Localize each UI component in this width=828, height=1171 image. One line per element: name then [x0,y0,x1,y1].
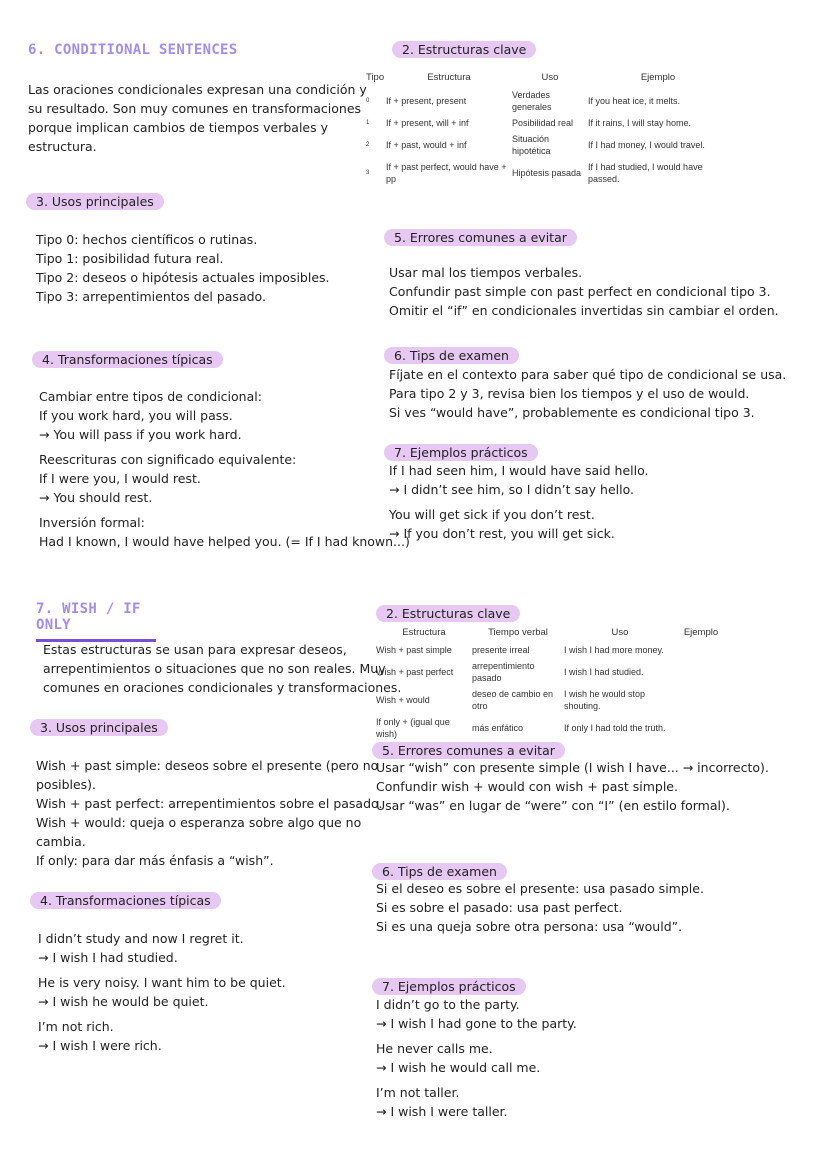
table-row [366,87,728,115]
cell-uso: Verdades generales [512,90,552,112]
wish-errors [376,758,769,815]
uses-line: Tipo 1: posibilidad futura real. [36,251,224,266]
col-header: Uso [541,72,559,83]
intro-line: porque implican cambios de tiempos verbales y [28,120,329,135]
conditional-structures-table [366,72,728,187]
cell-ejemplo [676,658,726,686]
cell-tiempo: presente irreal [472,645,530,655]
cell-uso: I wish I had more money. [564,645,664,655]
cell-tipo: 3 [366,170,370,176]
cell-uso: Situación hipotética [512,134,551,156]
errors-line: Omitir el “if” en condicionales invertidas sin cambiar el orden. [389,303,779,318]
col-header: Ejemplo [683,627,719,638]
uses-line: If only: para dar más énfasis a “wish”. [36,853,274,868]
table-row [366,159,728,187]
transformation-line: He is very noisy. I want him to be quiet. [38,975,286,990]
errors-line: Usar mal los tiempos verbales. [389,265,583,280]
table-row [376,658,726,686]
uses-line: Wish + past simple: deseos sobre el presente (pero no [36,758,379,773]
cell-ejemplo [676,686,726,714]
cell-tipo: 0 [366,98,370,104]
conditional-structures-label: 2. Estructuras clave [392,41,536,58]
transformation-line: Inversión formal: [39,515,145,530]
example-line: He never calls me. [376,1041,493,1056]
transformation-line: → I wish I had studied. [38,950,178,965]
uses-line: Wish + past perfect: arrepentimientos sobre el pasado. [36,796,383,811]
example-line: I’m not taller. [376,1085,460,1100]
transformation-line: If I were you, I would rest. [39,471,201,486]
intro-line: arrepentimientos o situaciones que no son reales. Muy [43,661,386,676]
col-header: Ejemplo [640,72,676,83]
cell-ejemplo: If I had money, I would travel. [588,140,705,150]
wish-uses [36,756,383,870]
cell-uso: I wish I had studied. [564,667,644,677]
table-row [366,115,728,131]
cell-estructura: If + past, would + inf [386,140,467,150]
section-title-wish: 7. WISH / IF ONLY [36,601,156,642]
transformation-line: → You will pass if you work hard. [39,427,242,442]
wish-structures-table [376,627,726,742]
intro-line: estructura. [28,139,97,154]
wish-tips [376,879,704,936]
cell-estructura: Wish + would [376,695,430,705]
conditional-tips [389,365,786,422]
uses-line: Tipo 3: arrepentimientos del pasado. [36,289,266,304]
transformation-line: Had I known, I would have helped you. (= If I had known...) [39,534,410,549]
errors-line: Usar “was” en lugar de “were” con “I” (en estilo formal). [376,798,730,813]
col-header: Tipo [366,72,385,83]
wish-transformations-label: 4. Transformaciones típicas [30,892,221,909]
cell-tipo: 1 [366,120,370,126]
cell-tipo: 2 [366,142,370,148]
conditional-examples-label: 7. Ejemplos prácticos [384,444,538,461]
tips-line: Si ves “would have”, probablemente es condicional tipo 3. [389,405,755,420]
cell-uso: If only I had told the truth. [564,723,666,733]
transformation-line: I didn’t study and now I regret it. [38,931,244,946]
col-header: Estructura [402,627,446,638]
cell-ejemplo: If it rains, I will stay home. [588,118,692,128]
example-line: You will get sick if you don’t rest. [389,507,595,522]
tips-line: Si es sobre el pasado: usa past perfect. [376,900,623,915]
cell-estructura: Wish + past perfect [376,667,454,677]
tips-line: Si el deseo es sobre el presente: usa pasado simple. [376,881,704,896]
errors-line: Confundir past simple con past perfect en condicional tipo 3. [389,284,771,299]
transformation-line: → I wish he would be quiet. [38,994,209,1009]
tips-line: Si es una queja sobre otra persona: usa “would”. [376,919,683,934]
wish-transformations [38,929,286,1055]
uses-line: Wish + would: queja o esperanza sobre algo que no [36,815,362,830]
conditional-uses [36,230,330,306]
intro-line: Estas estructuras se usan para expresar deseos, [43,642,347,657]
cell-tiempo: arrepentimiento pasado [472,661,535,683]
wish-tips-label: 6. Tips de examen [372,863,507,880]
cell-estructura: Wish + past simple [376,645,452,655]
uses-line: Tipo 0: hechos científicos o rutinas. [36,232,258,247]
transformation-line: → I wish I were rich. [38,1038,162,1053]
wish-errors-label: 5. Errores comunes a evitar [372,742,565,759]
conditional-errors-label: 5. Errores comunes a evitar [384,229,577,246]
example-line: → I wish I were taller. [376,1104,508,1119]
table-row [376,714,726,742]
cell-uso: Hipótesis pasada [512,168,582,178]
wish-structures-label: 2. Estructuras clave [376,605,520,622]
example-line: → I didn’t see him, so I didn’t say hello. [389,482,635,497]
cell-ejemplo [676,642,726,658]
wish-intro [43,640,402,697]
cell-uso: Posibilidad real [512,118,574,128]
intro-line: comunes en oraciones condicionales y transformaciones. [43,680,402,695]
table-row [376,686,726,714]
example-line: → I wish I had gone to the party. [376,1016,577,1031]
wish-uses-label: 3. Usos principales [30,719,168,736]
uses-line: cambia. [36,834,86,849]
cell-estructura: If only + (igual que wish) [376,717,450,739]
conditional-uses-label: 3. Usos principales [26,193,164,210]
section-title-conditionals: 6. CONDITIONAL SENTENCES [28,42,238,58]
cell-ejemplo: If you heat ice, it melts. [588,96,681,106]
example-line: → If you don’t rest, you will get sick. [389,526,615,541]
transformation-line: If you work hard, you will pass. [39,408,233,423]
conditional-transformations-label: 4. Transformaciones típicas [32,351,223,368]
example-line: I didn’t go to the party. [376,997,520,1012]
transformation-line: Reescrituras con significado equivalente: [39,452,297,467]
cell-estructura: If + present, present [386,96,467,106]
example-line: → I wish he would call me. [376,1060,541,1075]
example-line: If I had seen him, I would have said hello. [389,463,649,478]
conditional-examples [389,461,649,543]
errors-line: Usar “wish” con presente simple (I wish I have... → incorrecto). [376,760,769,775]
wish-examples-label: 7. Ejemplos prácticos [372,978,526,995]
table-row [366,131,728,159]
errors-line: Confundir wish + would con wish + past simple. [376,779,678,794]
cell-ejemplo: If I had studied, I would have passed. [588,162,703,184]
cell-estructura: If + past perfect, would have + pp [386,162,507,184]
col-header: Uso [611,627,629,638]
tips-line: Para tipo 2 y 3, revisa bien los tiempos y el uso de would. [389,386,750,401]
transformation-line: Cambiar entre tipos de condicional: [39,389,262,404]
uses-line: Tipo 2: deseos o hipótesis actuales imposibles. [36,270,330,285]
intro-line: Las oraciones condicionales expresan una condición y [28,82,367,97]
tips-line: Fíjate en el contexto para saber qué tipo de condicional se usa. [389,367,787,382]
cell-estructura: If + present, will + inf [386,118,469,128]
col-header: Tiempo verbal [488,627,548,638]
conditional-tips-label: 6. Tips de examen [384,347,519,364]
transformation-line: I’m not rich. [38,1019,114,1034]
col-header: Estructura [427,72,471,83]
conditional-transformations [39,387,410,551]
cell-ejemplo [676,714,726,742]
cell-uso: I wish he would stop shouting. [564,689,646,711]
intro-line: su resultado. Son muy comunes en transformaciones [28,101,362,116]
conditional-errors [389,263,779,320]
cell-tiempo: deseo de cambio en otro [472,689,554,711]
wish-examples [376,995,577,1121]
conditional-intro [28,80,367,156]
transformation-line: → You should rest. [39,490,153,505]
cell-tiempo: más enfático [472,723,524,733]
table-row [376,642,726,658]
uses-line: posibles). [36,777,97,792]
